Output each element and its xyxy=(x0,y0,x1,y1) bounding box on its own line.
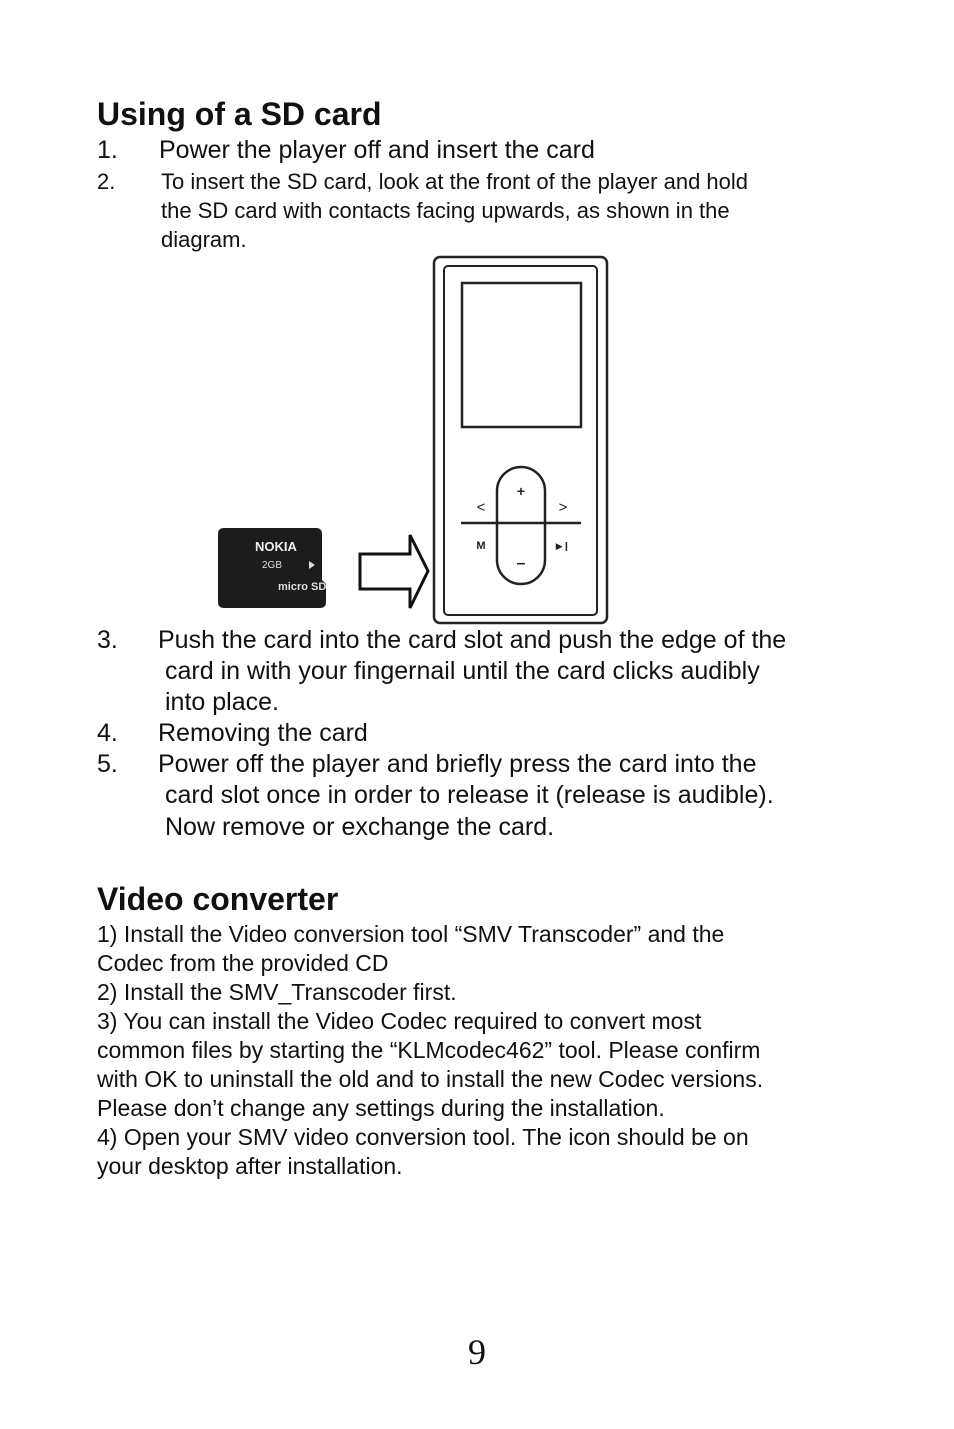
step-3-line-3: into place. xyxy=(165,688,279,716)
converter-line-3: 2) Install the SMV_Transcoder first. xyxy=(97,979,457,1005)
minus-button-label: – xyxy=(516,555,526,572)
converter-line-5: common files by starting the “KLMcodec462” tool. Please confirm xyxy=(97,1037,761,1063)
step-3-line-1: Push the card into the card slot and push the edge of the xyxy=(158,626,787,654)
prev-button-label: < xyxy=(476,499,486,516)
page-number: 9 xyxy=(468,1332,486,1372)
step-2-line-2: the SD card with contacts facing upwards, as shown in the xyxy=(161,198,730,223)
next-button-label: > xyxy=(558,499,568,516)
step-2-line-3: diagram. xyxy=(161,227,247,252)
mp3-player-image xyxy=(434,257,607,623)
card-logo-text: micro SD xyxy=(278,581,327,593)
insert-arrow-icon xyxy=(360,535,428,608)
micro-sd-card-image xyxy=(218,528,326,608)
step-1-text: Power the player off and insert the card xyxy=(159,136,595,164)
section-title-sd-card: Using of a SD card xyxy=(97,96,382,132)
play-pause-button-label: ▶❙ xyxy=(555,541,571,551)
step-5-line-3: Now remove or exchange the card. xyxy=(165,813,555,841)
step-2-number: 2. xyxy=(97,169,116,194)
card-size-text: 2GB xyxy=(262,560,283,571)
plus-button-label: + xyxy=(516,483,526,499)
converter-line-1: 1) Install the Video conversion tool “SMV Transcoder” and the xyxy=(97,921,725,947)
step-5-line-2: card slot once in order to release it (release is audible). xyxy=(165,781,774,809)
converter-line-2: Codec from the provided CD xyxy=(97,950,389,976)
converter-line-6: with OK to uninstall the old and to install the new Codec versions. xyxy=(97,1066,764,1092)
step-1-number: 1. xyxy=(97,136,118,164)
step-3-number: 3. xyxy=(97,626,118,654)
step-3-line-2: card in with your fingernail until the card clicks audibly xyxy=(165,657,760,685)
step-4-number: 4. xyxy=(97,719,118,747)
step-2-line-1: To insert the SD card, look at the front of the player and hold xyxy=(161,169,749,194)
menu-button-label: M xyxy=(476,540,486,552)
step-4-text: Removing the card xyxy=(158,719,368,747)
converter-line-4: 3) You can install the Video Codec required to convert most xyxy=(97,1008,702,1034)
card-brand-text: NOKIA xyxy=(255,539,297,554)
step-5-line-1: Power off the player and briefly press the card into the xyxy=(158,750,757,778)
sd-card-diagram xyxy=(0,0,954,640)
converter-line-7: Please don’t change any settings during the installation. xyxy=(97,1095,665,1121)
converter-line-8: 4) Open your SMV video conversion tool. The icon should be on xyxy=(97,1124,749,1150)
step-5-number: 5. xyxy=(97,750,118,778)
converter-line-9: your desktop after installation. xyxy=(97,1153,403,1179)
player-screen xyxy=(462,283,581,427)
section-title-video-converter: Video converter xyxy=(97,881,339,917)
